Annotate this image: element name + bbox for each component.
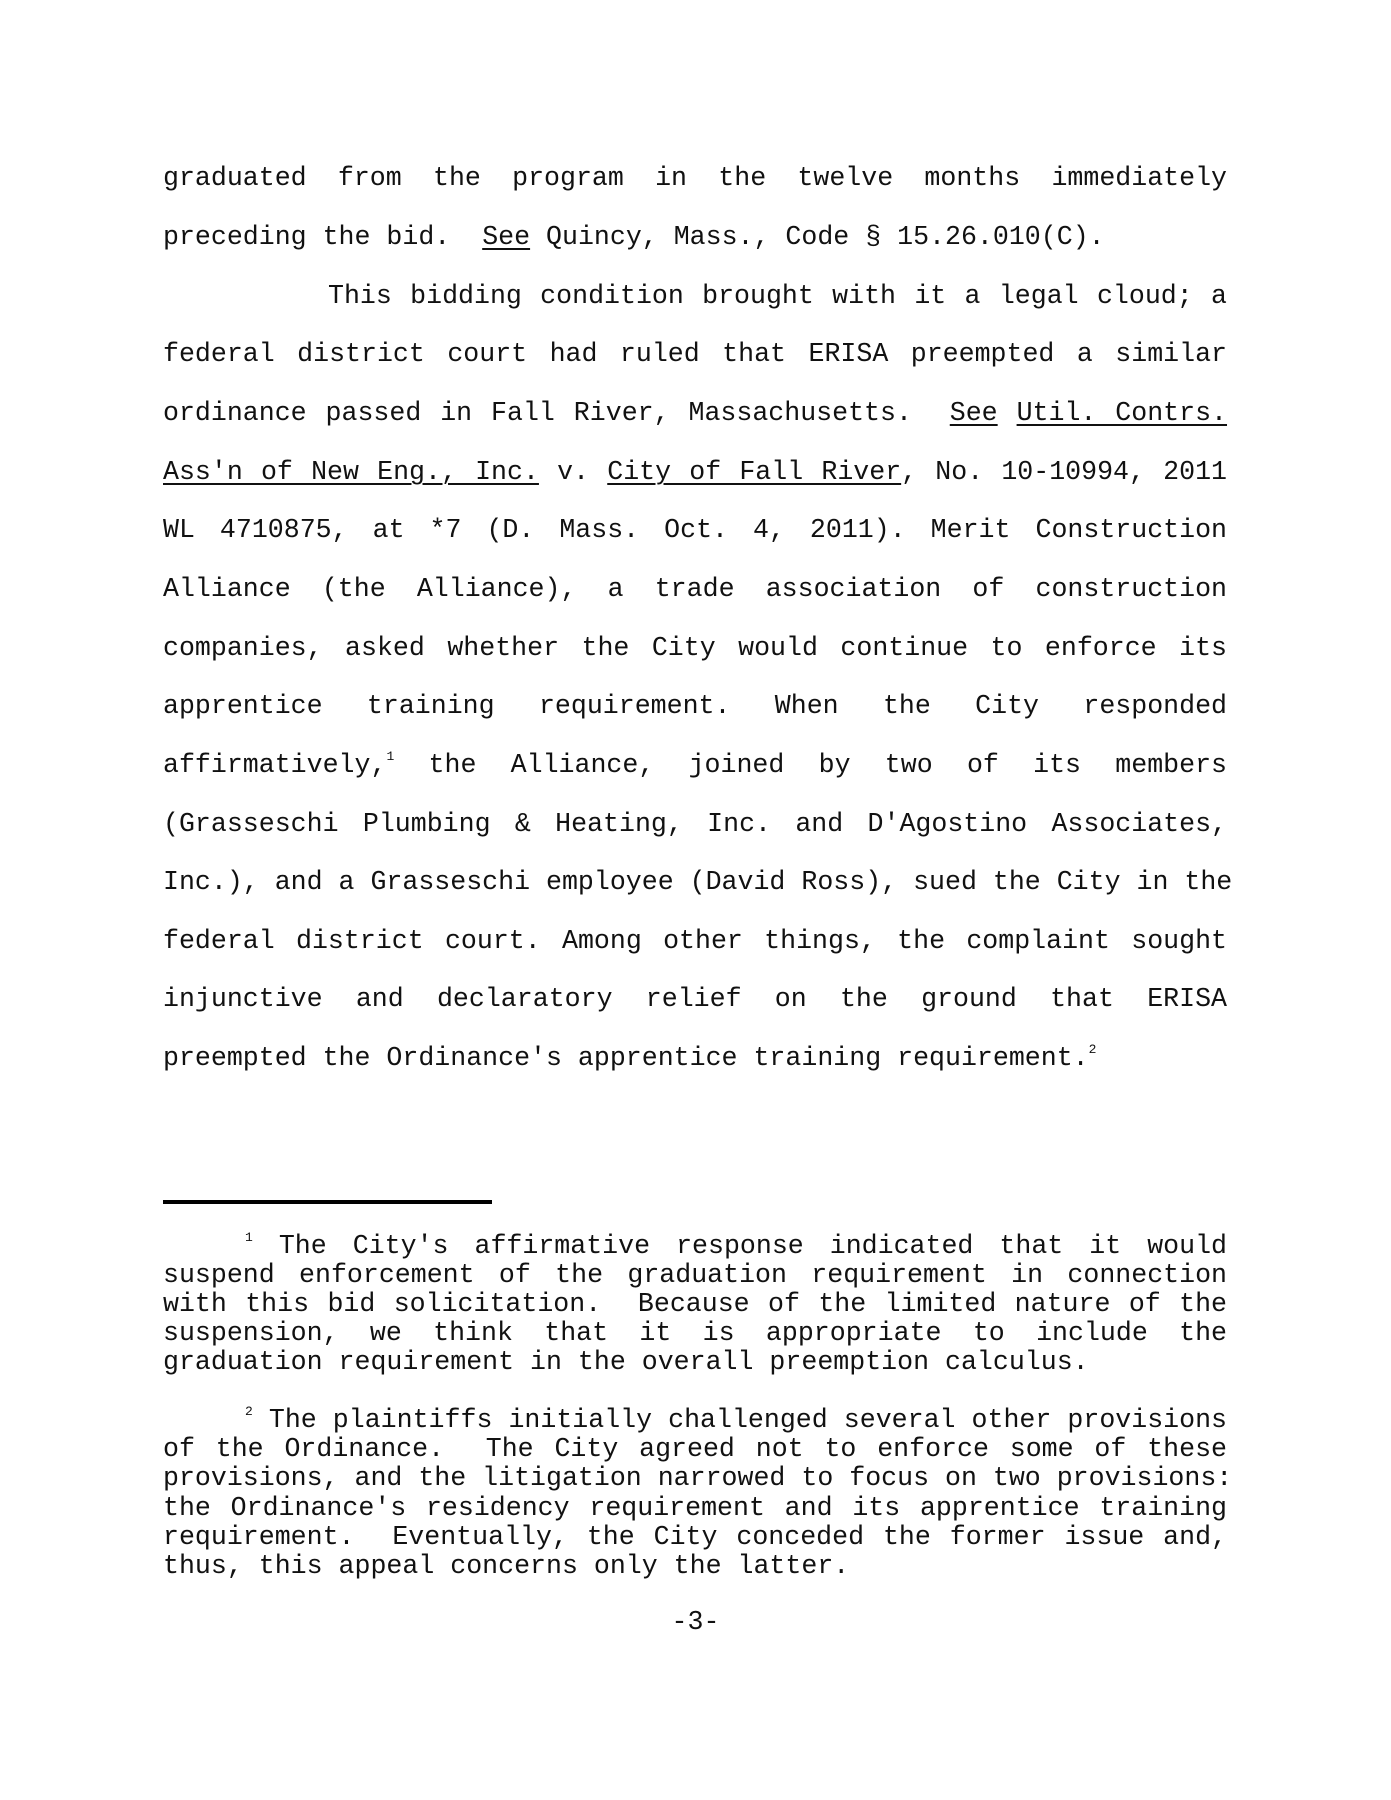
footnote-line (163, 1552, 1227, 1580)
footnote-line (163, 1261, 1227, 1289)
footnote-ref-2[interactable]: 2 (1088, 1042, 1097, 1057)
body-line (163, 514, 1227, 546)
text-run: graduation requirement in the overall preemption calculus. (163, 1347, 1089, 1377)
text-run: The City's affirmative response indicated that it would (278, 1231, 1227, 1261)
text-run: The plaintiffs initially challenged several other provisions (268, 1405, 1227, 1435)
text-run: requirement. Eventually, the City conceded the former issue and, (163, 1522, 1227, 1552)
citation-signal: See (949, 398, 998, 428)
case-name: Util. Contrs. (1016, 398, 1228, 428)
footnote-line (163, 1523, 1227, 1551)
case-name: City of Fall River (607, 457, 902, 487)
body-line (163, 925, 1227, 957)
text-run: Quincy, Mass., Code § 15.26.010(C). (546, 222, 1105, 252)
text-run: affirmatively, (163, 750, 387, 780)
footnote-line (163, 1348, 1227, 1376)
body-line (328, 280, 1227, 312)
text-run: apprentice training requirement. When the City responded (163, 691, 1227, 721)
footnote-line (245, 1406, 1227, 1434)
text-run: injunctive and declaratory relief on the ground that ERISA (163, 984, 1227, 1014)
text-run: suspension, we think that it is appropriate to include the (163, 1318, 1227, 1348)
text-run: v. (557, 457, 590, 487)
text-run: the Alliance, joined by two of its members (428, 750, 1227, 780)
text-run: companies, asked whether the City would continue to enforce its (163, 633, 1227, 663)
text-run: (Grasseschi Plumbing & Heating, Inc. and D'Agostino Associates, (163, 809, 1227, 839)
footnote-number: 2 (245, 1404, 253, 1419)
text-run: federal district court had ruled that ERISA preempted a similar (163, 339, 1227, 369)
text-run: thus, this appeal concerns only the latter. (163, 1551, 850, 1581)
text-run: federal district court. Among other things, the complaint sought (163, 926, 1227, 956)
body-line (163, 983, 1227, 1015)
text-run: Inc.), and a Grasseschi employee (David Ross), sued the City in the (163, 867, 1233, 897)
text-run: ordinance passed in Fall River, Massachusetts. (163, 398, 912, 428)
footnote-separator (163, 1200, 492, 1204)
body-line (163, 338, 1227, 370)
text-run: , No. 10-10994, 2011 (901, 457, 1227, 487)
body-line (163, 749, 1227, 781)
text-run: graduated from the program in the twelve months immediately (163, 163, 1227, 193)
footnote-ref-1[interactable]: 1 (386, 749, 395, 764)
case-name: Ass'n of New Eng., Inc. (163, 457, 539, 487)
text-run: WL 4710875, at *7 (D. Mass. Oct. 4, 2011). Merit Construction (163, 515, 1227, 545)
body-line (163, 1042, 1227, 1074)
body-line (163, 690, 1227, 722)
text-run: preempted the Ordinance's apprentice training requirement. (163, 1043, 1089, 1073)
body-line (163, 456, 1227, 488)
footnote-line (163, 1463, 1233, 1493)
text-run: provisions, and the litigation narrowed to focus on two provisions: (163, 1463, 1233, 1493)
footnote-line (245, 1232, 1227, 1260)
footnote-line (163, 1435, 1227, 1463)
footnote-line (163, 1494, 1227, 1522)
citation-signal: See (482, 222, 531, 252)
body-line (163, 808, 1227, 840)
text-run: Alliance (the Alliance), a trade association of construction (163, 574, 1227, 604)
text-run: with this bid solicitation. Because of the limited nature of the (163, 1289, 1227, 1319)
footnote-number: 1 (245, 1230, 253, 1245)
text-run: of the Ordinance. The City agreed not to enforce some of these (163, 1434, 1227, 1464)
text-run: suspend enforcement of the graduation requirement in connection (163, 1260, 1227, 1290)
footnote-line (163, 1290, 1227, 1318)
body-line (163, 221, 1227, 253)
body-line (163, 573, 1227, 605)
text-run: the Ordinance's residency requirement and its apprentice training (163, 1493, 1227, 1523)
footnote-line (163, 1319, 1227, 1347)
text-run: preceding the bid. (163, 222, 451, 252)
text-run: This bidding condition brought with it a legal cloud; a (328, 281, 1227, 311)
body-line (163, 632, 1227, 664)
body-line (163, 397, 1227, 429)
page-number: -3- (671, 1607, 720, 1637)
body-line (163, 866, 1233, 898)
body-line (163, 162, 1227, 194)
